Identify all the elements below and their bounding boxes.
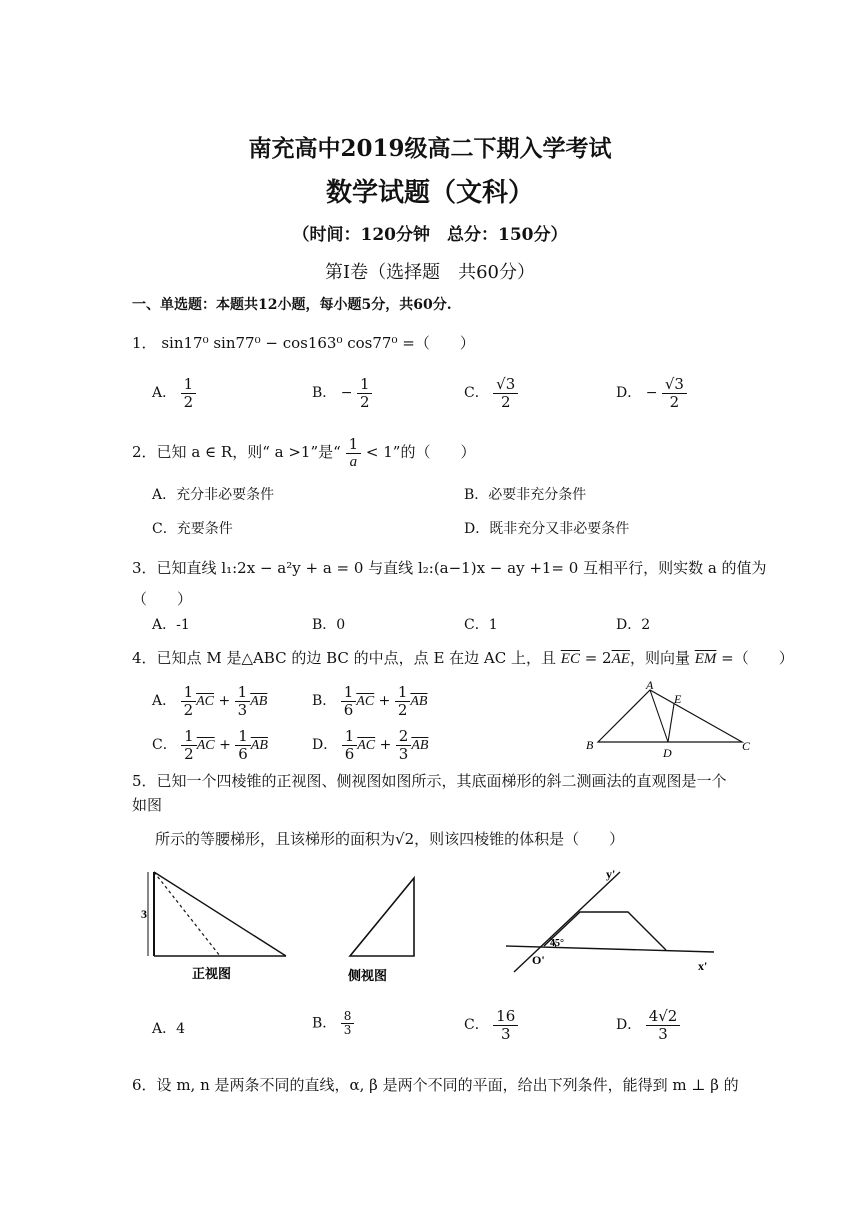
q4-text-post: =（ ） bbox=[716, 649, 794, 667]
label-b: B bbox=[586, 738, 594, 752]
q1-option-c bbox=[464, 376, 518, 410]
q6-stem bbox=[132, 1074, 739, 1095]
sign: − bbox=[645, 385, 658, 401]
sqrt-two: √2 bbox=[395, 830, 415, 848]
fraction: $\frac{√3}{2}$ bbox=[493, 376, 518, 410]
option-label: A． bbox=[152, 385, 177, 401]
option-label: C． bbox=[464, 385, 489, 401]
fraction: $\frac{1}{2}$ bbox=[181, 376, 197, 410]
q4-number: 4． bbox=[132, 649, 157, 667]
q2-option-b: B．必要非充分条件 bbox=[464, 487, 587, 503]
q5-stem-line2: 如图 bbox=[132, 796, 163, 814]
q4-text-mid: ，则向量 bbox=[629, 649, 695, 667]
q2-text-pre: 已知 a ∈ R，则“ a >1”是“ bbox=[156, 443, 341, 461]
segment-ed bbox=[668, 704, 674, 742]
segment-ad bbox=[650, 690, 668, 742]
q1-option-b bbox=[312, 376, 372, 410]
q2-text-post: < 1”的（ ） bbox=[365, 443, 476, 461]
side-view-label: 侧视图 bbox=[348, 968, 388, 983]
front-view-figure bbox=[140, 866, 300, 984]
q1-stem bbox=[132, 332, 475, 353]
q5-option-c: C． $\frac{16}{3}$ bbox=[464, 1008, 518, 1042]
q1-expression: sin17⁰ sin77⁰ − cos163⁰ cos77⁰ =（ ） bbox=[161, 334, 475, 352]
triangle-figure bbox=[582, 678, 754, 760]
fraction: $\frac{1}{2}$ bbox=[357, 376, 373, 410]
exam-school-title: 南充高中2019级高二下期入学考试 bbox=[248, 135, 612, 162]
sign: − bbox=[340, 385, 353, 401]
origin-label: O' bbox=[532, 953, 545, 967]
q3-paren: （ ） bbox=[132, 590, 193, 608]
q5-option-d: D． $\frac{4√2}{3}$ bbox=[616, 1008, 680, 1042]
option-label: D． bbox=[616, 385, 642, 401]
vector-ec: $\overline{EC}$ bbox=[560, 651, 580, 667]
q4-eq-mid: = 2 bbox=[579, 649, 612, 667]
fraction: $\frac{1}{a}$ bbox=[346, 436, 362, 470]
fraction: $\frac{√3}{2}$ bbox=[662, 376, 687, 410]
q2-option-a: A．充分非必要条件 bbox=[152, 487, 275, 503]
q4-option-d: D． $\frac{1}{6}$ $\overline{AC}$ + $\frac{2}{3}$ $\overline{AB}$ bbox=[312, 727, 429, 763]
q1-option-a bbox=[152, 376, 196, 410]
label-c: C bbox=[742, 739, 751, 753]
vector-em: $\overline{EM}$ bbox=[694, 651, 717, 667]
label-a: A bbox=[646, 678, 654, 692]
exam-subject-title: 数学试题（文科） bbox=[325, 178, 534, 208]
q5-number: 5． bbox=[132, 772, 157, 790]
triangle-abc bbox=[598, 690, 742, 742]
q2-option-d: D．既非充分又非必要条件 bbox=[464, 521, 630, 537]
angle-label: 45° bbox=[550, 938, 564, 949]
q6-text: 设 m, n 是两条不同的直线，α, β 是两个不同的平面，给出下列条件，能得到 m ⊥ β 的 bbox=[156, 1076, 739, 1094]
q4-stem bbox=[132, 647, 794, 668]
q3-option-c: C．1 bbox=[464, 617, 498, 633]
exam-time-score: （时间：120分钟 总分：150分） bbox=[292, 225, 568, 245]
q4-option-b: B． $\frac{1}{6}$ $\overline{AC}$ + $\frac{1}{2}$ $\overline{AB}$ bbox=[312, 683, 428, 719]
vector-ae: $\overline{AE}$ bbox=[611, 651, 630, 667]
q2-stem bbox=[132, 436, 475, 470]
label-e: E bbox=[674, 692, 682, 706]
q6-number: 6． bbox=[132, 1076, 157, 1094]
y-axis-label: y' bbox=[606, 867, 616, 881]
q3-stem bbox=[132, 557, 767, 578]
q1-option-d bbox=[616, 376, 687, 410]
q4-option-a: A． $\frac{1}{2}$ $\overline{AC}$ + $\frac{1}{3}$ $\overline{AB}$ bbox=[152, 683, 268, 719]
side-view-figure bbox=[340, 872, 430, 984]
oblique-trapezoid-figure bbox=[500, 862, 724, 980]
q3-option-a: A．-1 bbox=[152, 617, 190, 633]
q1-number: 1． bbox=[132, 334, 157, 352]
q3-text: 已知直线 l₁:2x − a²y + a = 0 与直线 l₂:(a−1)x − ay +1= 0 互相平行，则实数 a 的值为 bbox=[156, 559, 767, 577]
q3-option-d: D．2 bbox=[616, 617, 651, 633]
height-label: 3 bbox=[141, 907, 147, 921]
q5-stem-line3: 所示的等腰梯形，且该梯形的面积为√2，则该四棱锥的体积是（ ） bbox=[155, 830, 625, 848]
q5-stem-line1: 5．已知一个四棱锥的正视图、侧视图如图所示，其底面梯形的斜二测画法的直观图是一个 bbox=[132, 772, 727, 790]
section-heading: 一、单选题：本题共12小题，每小题5分，共60分. bbox=[132, 297, 452, 313]
part-one-heading: 第Ⅰ卷（选择题 共60分） bbox=[324, 262, 535, 283]
option-label: B． bbox=[312, 385, 337, 401]
y-axis bbox=[514, 872, 620, 972]
q4-option-c: C． $\frac{1}{2}$ $\overline{AC}$ + $\frac{1}{6}$ $\overline{AB}$ bbox=[152, 727, 268, 763]
x-axis bbox=[506, 946, 714, 952]
q3-number: 3． bbox=[132, 559, 157, 577]
q5-option-b: B． $\frac{8}{3}$ bbox=[312, 1010, 354, 1037]
q5-option-a: A．4 bbox=[152, 1021, 186, 1037]
q2-number: 2． bbox=[132, 443, 157, 461]
front-view-label: 正视图 bbox=[192, 966, 232, 981]
x-axis-label: x' bbox=[698, 959, 708, 973]
label-d: D bbox=[663, 746, 672, 760]
q4-text-pre: 已知点 M 是△ABC 的边 BC 的中点，点 E 在边 AC 上，且 bbox=[156, 649, 561, 667]
q2-option-c: C．充要条件 bbox=[152, 521, 233, 537]
q3-option-b: B．0 bbox=[312, 617, 346, 633]
